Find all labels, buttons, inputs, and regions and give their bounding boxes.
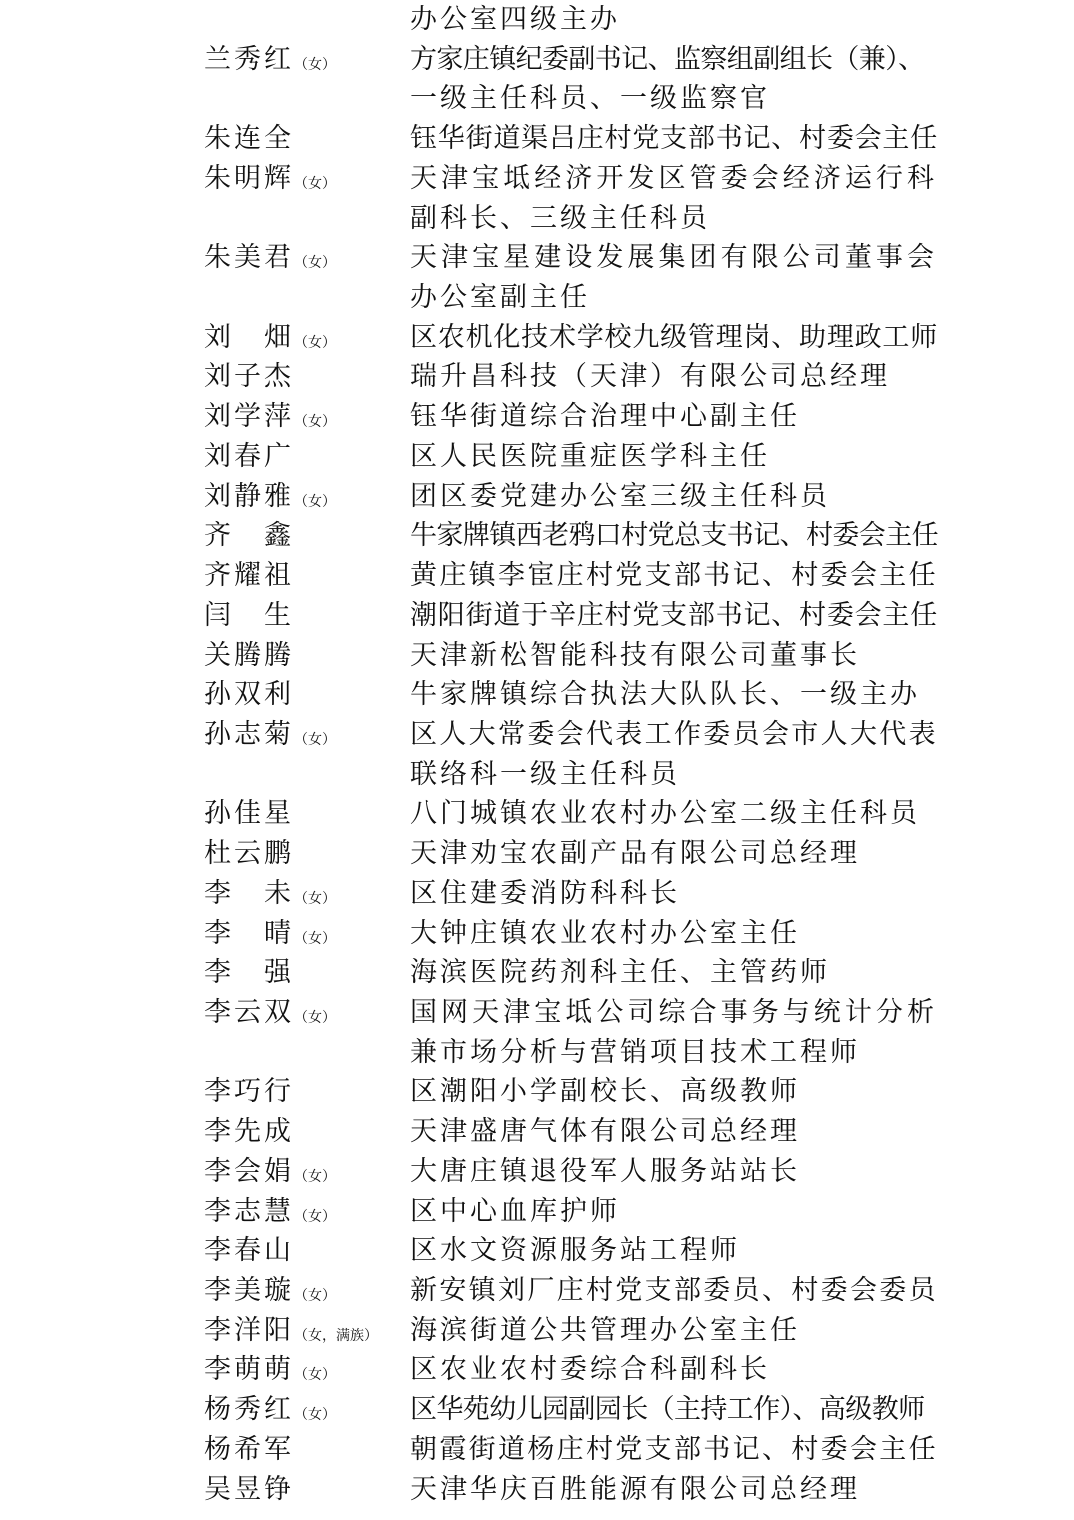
position-line: 办公室四级主办: [410, 4, 620, 35]
position-column: [410, 397, 950, 437]
person-name: 李萌萌: [204, 1354, 294, 1386]
position-column: [410, 1470, 950, 1510]
roster-entry: [0, 636, 1074, 676]
position-column: [410, 874, 950, 914]
gender-ethnicity-note: （女）: [294, 414, 336, 431]
position-column: [410, 516, 950, 556]
person-name: 李 未: [204, 877, 294, 909]
person-name: 李 晴: [204, 917, 294, 949]
position-line: 钰华街道综合治理中心副主任: [410, 401, 800, 433]
name-column: [204, 1112, 410, 1152]
person-name: 刘静雅: [204, 480, 294, 512]
roster-entry: [0, 159, 1074, 238]
position-line: 区水文资源服务站工程师: [410, 1235, 740, 1267]
roster-entry: [0, 477, 1074, 517]
name-column: [204, 636, 410, 676]
name-column: [204, 993, 410, 1033]
roster-entry: [0, 993, 1074, 1072]
roster-entry: [0, 715, 1074, 794]
person-name: 关腾腾: [204, 639, 294, 671]
person-name: 杜云鹏: [204, 838, 294, 870]
roster-entry: [0, 874, 1074, 914]
name-column: [204, 357, 410, 397]
person-name: 李洋阳: [204, 1314, 294, 1346]
position-column: [410, 477, 950, 517]
position-line: 海滨街道公共管理办公室主任: [410, 1314, 800, 1346]
person-name: 李会娟: [204, 1155, 294, 1187]
person-name: 李云双: [204, 996, 294, 1028]
name-column: [204, 1072, 410, 1112]
position-column: [410, 1430, 950, 1470]
roster-entry: [0, 1470, 1074, 1510]
position-column: [410, 794, 950, 834]
position-line: 朝霞街道杨庄村党支部书记、村委会主任: [410, 1433, 938, 1465]
position-column: [410, 1271, 950, 1311]
position-line: 新安镇刘厂庄村党支部委员、村委会委员: [410, 1275, 938, 1306]
name-column: [204, 437, 410, 477]
gender-ethnicity-note: （女）: [294, 56, 336, 73]
person-name: 刘子杰: [204, 361, 294, 393]
position-column: [410, 715, 950, 794]
gender-ethnicity-note: （女）: [294, 493, 336, 510]
position-line: 区农机化技术学校九级管理岗、助理政工师: [410, 321, 939, 353]
position-line: 一级主任科员、一级监察官: [410, 83, 770, 115]
name-column: [204, 874, 410, 914]
position-line: 瑞升昌科技（天津）有限公司总经理: [410, 361, 890, 393]
position-line: 区农业农村委综合科副科长: [410, 1354, 770, 1386]
position-line: 海滨医院药剂科主任、主管药师: [410, 957, 830, 989]
position-line: 区住建委消防科科长: [410, 877, 680, 909]
person-name: 朱连全: [204, 123, 294, 155]
position-line: 区人大常委会代表工作委员会市人大代表: [410, 718, 938, 750]
position-column: [410, 119, 950, 159]
name-column: [204, 238, 410, 278]
gender-ethnicity-note: （女）: [294, 731, 336, 748]
name-column: [204, 1271, 410, 1311]
position-column: [410, 556, 950, 596]
position-line: 大唐庄镇退役军人服务站站长: [410, 1155, 800, 1187]
name-column: [204, 675, 410, 715]
person-name: 孙志菊: [204, 718, 294, 750]
position-column: [410, 953, 950, 993]
roster-entry: [0, 1231, 1074, 1271]
name-column: [204, 159, 410, 199]
name-column: [204, 1192, 410, 1232]
roster-entry: [0, 794, 1074, 834]
position-line: 区潮阳小学副校长、高级教师: [410, 1076, 800, 1108]
name-column: [204, 715, 410, 755]
person-name: 齐耀祖: [204, 560, 294, 592]
gender-ethnicity-note: （女）: [294, 1288, 336, 1304]
roster-entry: [0, 1390, 1074, 1430]
name-column: [204, 318, 410, 358]
person-name: 刘学萍: [204, 401, 294, 433]
person-name: 杨希军: [204, 1433, 294, 1465]
position-line: 兼市场分析与营销项目技术工程师: [410, 1036, 860, 1068]
position-column: [410, 1072, 950, 1112]
name-column: [204, 1231, 410, 1271]
roster-entry: [0, 596, 1074, 636]
position-line: 天津新松智能科技有限公司董事长: [410, 639, 860, 671]
position-column: [410, 636, 950, 676]
position-line: 天津盛唐气体有限公司总经理: [410, 1116, 800, 1148]
position-column: [410, 1390, 950, 1430]
position-column: [410, 596, 950, 636]
position-column: [410, 238, 950, 317]
position-column: [410, 318, 950, 358]
position-column: [410, 914, 950, 954]
position-line: 黄庄镇李宦庄村党支部书记、村委会主任: [410, 560, 938, 592]
gender-ethnicity-note: （女）: [294, 255, 336, 272]
name-column: [204, 397, 410, 437]
position-line: 联络科一级主任科员: [410, 758, 680, 790]
name-column: [204, 1350, 410, 1390]
person-name: 李春山: [204, 1235, 294, 1267]
roster-entry: [0, 0, 1074, 40]
position-column: [410, 159, 950, 238]
position-line: 团区委党建办公室三级主任科员: [410, 480, 830, 512]
position-line: 天津劝宝农副产品有限公司总经理: [410, 838, 860, 870]
position-column: [410, 437, 950, 477]
position-line: 牛家牌镇西老鸦口村党总支书记、村委会主任: [410, 520, 938, 552]
roster-entry: [0, 1072, 1074, 1112]
position-column: [410, 1231, 950, 1271]
name-column: [204, 40, 410, 80]
position-column: [410, 1112, 950, 1152]
roster-entry: [0, 1311, 1074, 1351]
name-column: [204, 0, 410, 40]
roster-entry: [0, 834, 1074, 874]
name-column: [204, 516, 410, 556]
person-name: 杨秀红: [204, 1394, 294, 1426]
roster-entry: [0, 1152, 1074, 1192]
person-name: 李志慧: [204, 1195, 294, 1227]
person-name: 李巧行: [204, 1076, 294, 1108]
position-column: [410, 40, 950, 119]
name-column: [204, 1470, 410, 1510]
position-line: 天津华庆百胜能源有限公司总经理: [410, 1473, 860, 1505]
position-column: [410, 1311, 950, 1351]
name-column: [204, 834, 410, 874]
name-column: [204, 477, 410, 517]
name-column: [204, 596, 410, 636]
gender-ethnicity-note: （女）: [294, 1168, 336, 1185]
roster-entry: [0, 1112, 1074, 1152]
person-name: 刘春广: [204, 440, 294, 472]
position-line: 牛家牌镇综合执法大队队长、一级主办: [410, 679, 920, 711]
roster-entry: [0, 1271, 1074, 1311]
position-column: [410, 1350, 950, 1390]
gender-ethnicity-note: （女）: [294, 1208, 336, 1225]
position-column: [410, 357, 950, 397]
person-name: 孙双利: [204, 679, 294, 711]
person-name: 朱美君: [204, 242, 294, 274]
position-column: [410, 1152, 950, 1192]
gender-ethnicity-note: （女）: [294, 930, 336, 947]
position-line: 方家庄镇纪委副书记、监察组副组长（兼）、: [410, 43, 925, 75]
name-column: [204, 1390, 410, 1430]
position-line: 副科长、三级主任科员: [410, 202, 710, 234]
name-column: [204, 794, 410, 834]
person-name: 吴昱铮: [204, 1473, 294, 1505]
person-name: 齐 鑫: [204, 520, 294, 552]
person-name: 李 强: [204, 957, 294, 989]
gender-ethnicity-note: （女）: [294, 1009, 336, 1026]
person-name: 闫 生: [204, 599, 294, 631]
roster-entry: [0, 119, 1074, 159]
name-column: [204, 556, 410, 596]
roster-entry: [0, 675, 1074, 715]
person-name: 朱明辉: [204, 162, 294, 194]
position-line: 天津宝星建设发展集团有限公司董事会: [410, 242, 939, 274]
position-column: [410, 993, 950, 1072]
roster-entry: [0, 1430, 1074, 1470]
position-column: [410, 675, 950, 715]
position-line: 区中心血库护师: [410, 1195, 620, 1227]
name-column: [204, 953, 410, 993]
roster-entry: [0, 397, 1074, 437]
gender-ethnicity-note: （女）: [294, 1367, 336, 1384]
roster-entry: [0, 357, 1074, 397]
gender-ethnicity-note: （女）: [294, 334, 336, 351]
person-name: 刘 畑: [204, 321, 294, 353]
roster-entry: [0, 1192, 1074, 1232]
gender-ethnicity-note: （女）: [294, 175, 336, 192]
name-column: [204, 1152, 410, 1192]
position-column: [410, 834, 950, 874]
position-column: [410, 1192, 950, 1232]
position-column: [410, 0, 950, 40]
gender-ethnicity-note: （女，满族）: [294, 1327, 378, 1344]
person-name: 兰秀红: [204, 43, 294, 75]
position-line: 办公室副主任: [410, 282, 590, 314]
roster-entry: [0, 318, 1074, 358]
gender-ethnicity-note: （女）: [294, 890, 336, 907]
position-line: 八门城镇农业农村办公室二级主任科员: [410, 798, 920, 830]
roster-entry: [0, 556, 1074, 596]
roster-entry: [0, 516, 1074, 556]
position-line: 大钟庄镇农业农村办公室主任: [410, 917, 800, 949]
gender-ethnicity-note: （女）: [294, 1407, 336, 1424]
roster-entry: [0, 40, 1074, 119]
position-line: 天津宝坻经济开发区管委会经济运行科: [410, 162, 939, 194]
position-line: 区人民医院重症医学科主任: [410, 440, 770, 472]
roster-entry: [0, 1350, 1074, 1390]
name-column: [204, 119, 410, 159]
roster-entry: [0, 437, 1074, 477]
roster-entry: [0, 238, 1074, 317]
position-line: 潮阳街道于辛庄村党支部书记、村委会主任: [410, 599, 939, 631]
person-name: 李先成: [204, 1116, 294, 1148]
name-column: [204, 914, 410, 954]
roster-entry: [0, 914, 1074, 954]
name-column: [204, 1311, 410, 1351]
position-line: 国网天津宝坻公司综合事务与统计分析: [410, 996, 939, 1028]
position-line: 区华苑幼儿园副园长（主持工作）、高级教师: [410, 1394, 925, 1426]
roster-entry: [0, 953, 1074, 993]
name-column: [204, 1430, 410, 1470]
position-line: 钰华街道渠吕庄村党支部书记、村委会主任: [410, 123, 939, 155]
person-name: 孙佳星: [204, 798, 294, 830]
person-name: 李美璇: [204, 1275, 294, 1306]
